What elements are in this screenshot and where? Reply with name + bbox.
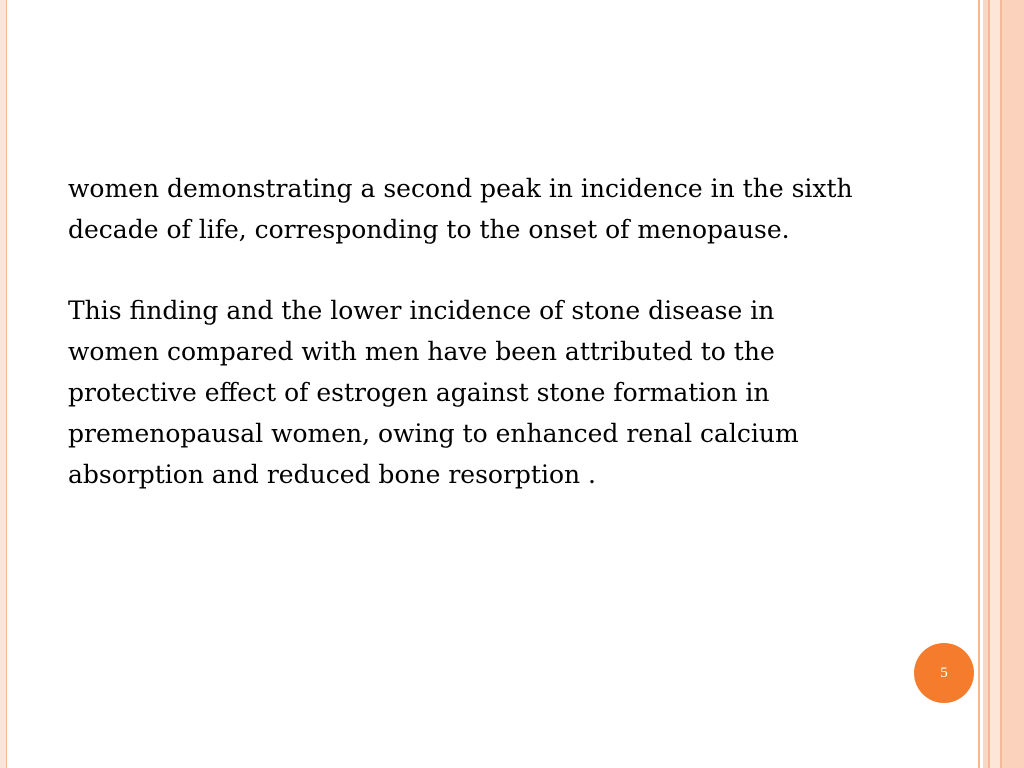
paragraph-estrogen-effect: This finding and the lower incidence of stone disease in women compared with men have been attributed to the protective effect of estrogen against stone formation in premenopausal women, owing to enhanced renal calcium absorption and reduced bone resorption . xyxy=(68,296,799,489)
slide-body-text xyxy=(68,168,868,495)
page-number-badge xyxy=(914,643,974,703)
right-stripe-decoration xyxy=(978,0,980,768)
right-stripe-decoration xyxy=(990,0,1000,768)
page-number: 5 xyxy=(940,664,948,681)
right-stripe-decoration xyxy=(1002,0,1024,768)
paragraph-menopause-peak: women demonstrating a second peak in incidence in the sixth decade of life, corresponding to the onset of menopause. xyxy=(68,174,853,244)
left-border-decoration xyxy=(0,0,7,768)
